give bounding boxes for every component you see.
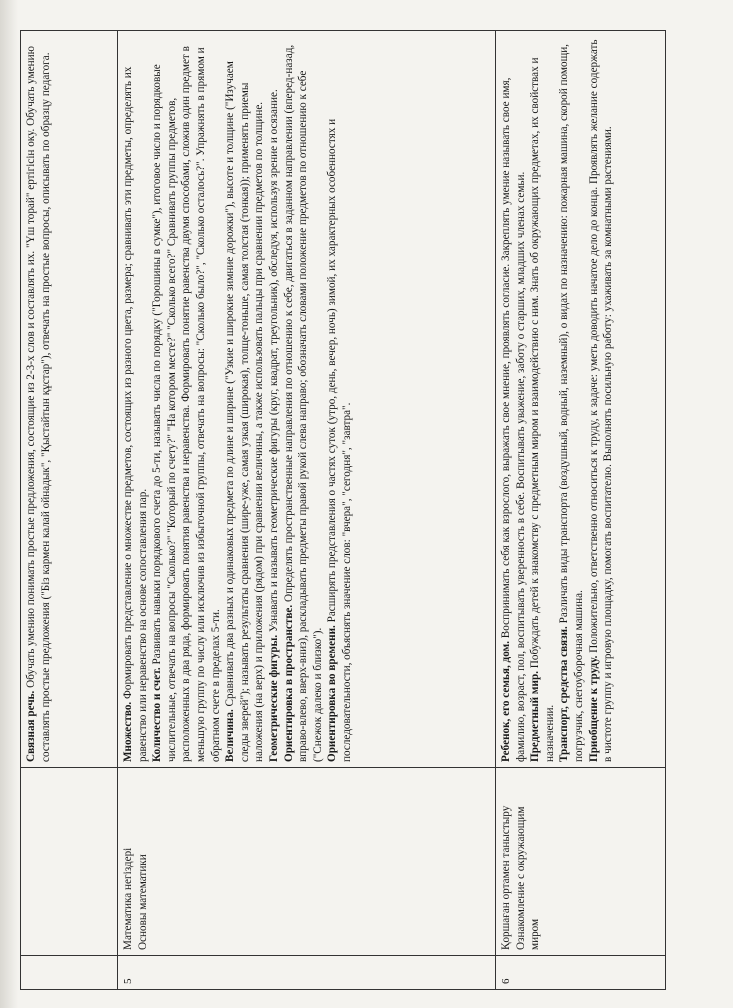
- content-item: [150, 36, 223, 762]
- item-text: Различать виды транспорта (воздушный, водный, наземный), о видах по назначению: пожарная машина, скорой помощи, погрузчик, снегоуборочная машина.: [558, 44, 585, 762]
- item-text: Положительно, ответственно относиться к труду, к задаче: уметь доводить начатое дело до конца. Проявлять желание содержать в чистоте группу и игровую площадку, помогать воспитателю. Выполнять посильную работу: ухаживать за комнатными растениями.: [587, 39, 615, 762]
- content-cell: [21, 31, 118, 768]
- item-heading: Предметный мир.: [529, 671, 542, 762]
- item-text: Формировать представление о множестве предметов, состоящих из разного цвета, размера; сравнивать эти предметы, определять их равенство или неравенство на основе сопоставления пар.: [122, 66, 149, 762]
- content-item: [223, 36, 267, 762]
- content-item: [587, 36, 616, 762]
- item-heading: Геометрические фигуры.: [267, 634, 280, 762]
- item-heading: Ориентировка в пространстве.: [282, 604, 295, 762]
- item-text: Побуждать детей к знакомству с предметным миром и взаимодействию с ним. Знать об окружающих предметах, их свойствах и назначении.: [529, 57, 556, 762]
- item-text: Определять пространственные направления по отношению к себе, двигаться в заданном направлении (вперед-назад, вправо-влево, вверх-вниз), раскладывать предметы правой рукой слева направо; обозначать словами положение предметов по отношению к себе ("Снежок далеко и близко").: [282, 44, 324, 762]
- item-heading: Приобщение к труду.: [587, 655, 600, 762]
- item-heading: Ориентировка во времени.: [326, 625, 339, 762]
- content-item: [121, 36, 150, 762]
- row-number: 5: [118, 956, 496, 990]
- content-item: [267, 36, 282, 762]
- item-text: Расширять представления о частях суток (утро, день, вечер, ночь) зимой, их характерных особенностях и последовательности, объяснять значение слов: "вчера", "сегодня", "завтра".: [326, 118, 353, 762]
- item-heading: Транспорт, средства связи.: [558, 626, 571, 762]
- subject-russian: Основы математики: [136, 854, 149, 950]
- scan-shadow: [0, 0, 18, 1008]
- row-number: [21, 956, 118, 990]
- item-text: Развивать навыки порядкового счета до 5-ти, называть числа по порядку ("Горошины в сумке"), итоговое число и порядковые числительные, отвечать на вопросы "Сколько?" "Который по счету?" "На котором месте?" "Сколько всего?" Сравнивать группы предметов, расположенных в два ряда, формировать понятия равенства и неравенства. Формировать понятие равенства двумя способами, сложив один предмет в меньшую группу по числу или исключив из избыточной группы, отвечать на вопросы: "Сколько было?", "Сколько осталось?". Упражнять в прямом и обратном счете в пределах 5-ти.: [151, 46, 222, 762]
- item-text: Узнавать и называть геометрические фигуры (круг, квадрат, треугольник), обследуя, используя зрение и осязание.: [267, 89, 280, 635]
- subject-cell: [496, 768, 666, 956]
- curriculum-table: [20, 30, 666, 990]
- subject-kazakh: Қоршаған ортамен таныстыру: [500, 805, 512, 950]
- subject-cell: [118, 768, 496, 956]
- content-cell: [118, 31, 496, 768]
- item-text: Сравнивать два разных и одинаковых предмета по длине и ширине ("Узкие и широкие зимние дорожки"), высоте и толщине ("Изучаем следы зверей"); называть результаты сравнения (шире-уже, самая узкая (широкая), толще-тоньше, самая толстая (тонкая)); применять приемы наложения (на верх) и приложения (рядом) при сравнении величины, а также использовать пальцы при сравнении предметов по толщине.: [224, 61, 266, 762]
- item-text: Воспринимать себя как взрослого, выражать свое мнение, проявлять согласие. Закреплять умение называть свое имя, фамилию, возраст, пол, воспитывать уверенность в себе. Воспитывать уважение, заботу о старших, младших членах семьи.: [500, 77, 527, 762]
- item-heading: Количество и счет.: [151, 667, 164, 762]
- table-row: [496, 31, 666, 990]
- content-item: [499, 36, 528, 762]
- content-item: [282, 36, 326, 762]
- table-row: [21, 31, 118, 990]
- item-text: Обучать умению понимать простые предложения, состоящие из 2-3-х слов и составлять их. "Үш торай" ертігісін оку. Обучать умению составлять простые предложения ("Біз кармен калай ойнадык", "Қыстайтын құстар"), отвечать на простые вопросы, описывать по образцу педагога.: [25, 46, 52, 762]
- item-heading: Ребенок, его семья, дом.: [500, 640, 512, 762]
- subject-kazakh: Математика негіздері: [122, 847, 134, 950]
- row-number: 6: [496, 956, 666, 990]
- table-row: [118, 31, 496, 990]
- item-heading: Величина.: [224, 709, 237, 762]
- content-item: [557, 36, 586, 762]
- subject-russian: Ознакомление с окружающим миром: [514, 806, 542, 950]
- item-heading: Множество.: [122, 701, 134, 762]
- item-heading: Связная речь.: [25, 690, 37, 762]
- content-item: [24, 36, 53, 762]
- content-item: [325, 36, 354, 762]
- subject-cell: [21, 768, 118, 956]
- rotated-document-page: [20, 30, 700, 990]
- content-item: [528, 36, 557, 762]
- content-cell: [496, 31, 666, 768]
